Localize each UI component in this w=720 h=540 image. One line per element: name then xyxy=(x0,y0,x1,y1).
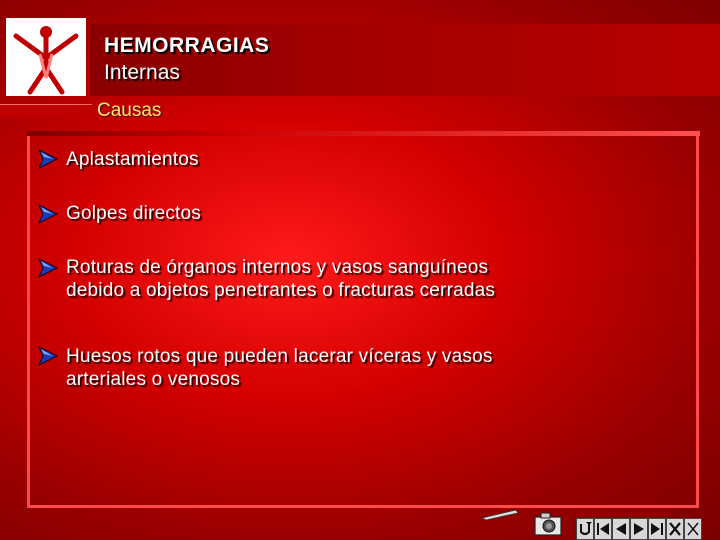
human-figure-logo-icon xyxy=(6,18,86,96)
list-item-line: arteriales o venosos xyxy=(66,369,241,390)
slide-navigation-toolbar xyxy=(476,505,720,540)
accent-bar xyxy=(0,104,92,117)
list-item-line: debido a objetos penetrantes o fracturas cerradas xyxy=(66,280,496,301)
exit-icon[interactable] xyxy=(666,518,684,540)
arrow-bullet-icon xyxy=(36,257,60,279)
page-title: HEMORRAGIAS xyxy=(104,34,270,57)
list-item-line: Golpes directos xyxy=(66,203,202,224)
list-item-line: Roturas de órganos internos y vasos sanguíneos xyxy=(66,257,489,278)
list-item xyxy=(66,256,495,302)
first-slide-icon[interactable] xyxy=(594,518,612,540)
list-item xyxy=(66,148,199,171)
list-item xyxy=(66,202,201,225)
list-item xyxy=(66,345,493,391)
list-item-line: Huesos rotos que pueden lacerar víceras y vasos xyxy=(66,346,493,367)
camera-icon[interactable] xyxy=(532,507,564,539)
previous-slide-icon[interactable] xyxy=(612,518,630,540)
last-slide-icon[interactable] xyxy=(648,518,666,540)
exit-icon-secondary[interactable] xyxy=(684,518,702,540)
section-title: Causas xyxy=(97,100,162,121)
content-panel xyxy=(27,136,699,508)
arrow-bullet-icon xyxy=(36,148,60,170)
arrow-bullet-icon xyxy=(36,203,60,225)
pen-icon[interactable] xyxy=(480,507,520,521)
next-slide-icon[interactable] xyxy=(630,518,648,540)
arrow-bullet-icon xyxy=(36,345,60,367)
list-item-line: Aplastamientos xyxy=(66,149,199,170)
page-subtitle: Internas xyxy=(104,61,180,84)
return-icon[interactable] xyxy=(576,518,594,540)
